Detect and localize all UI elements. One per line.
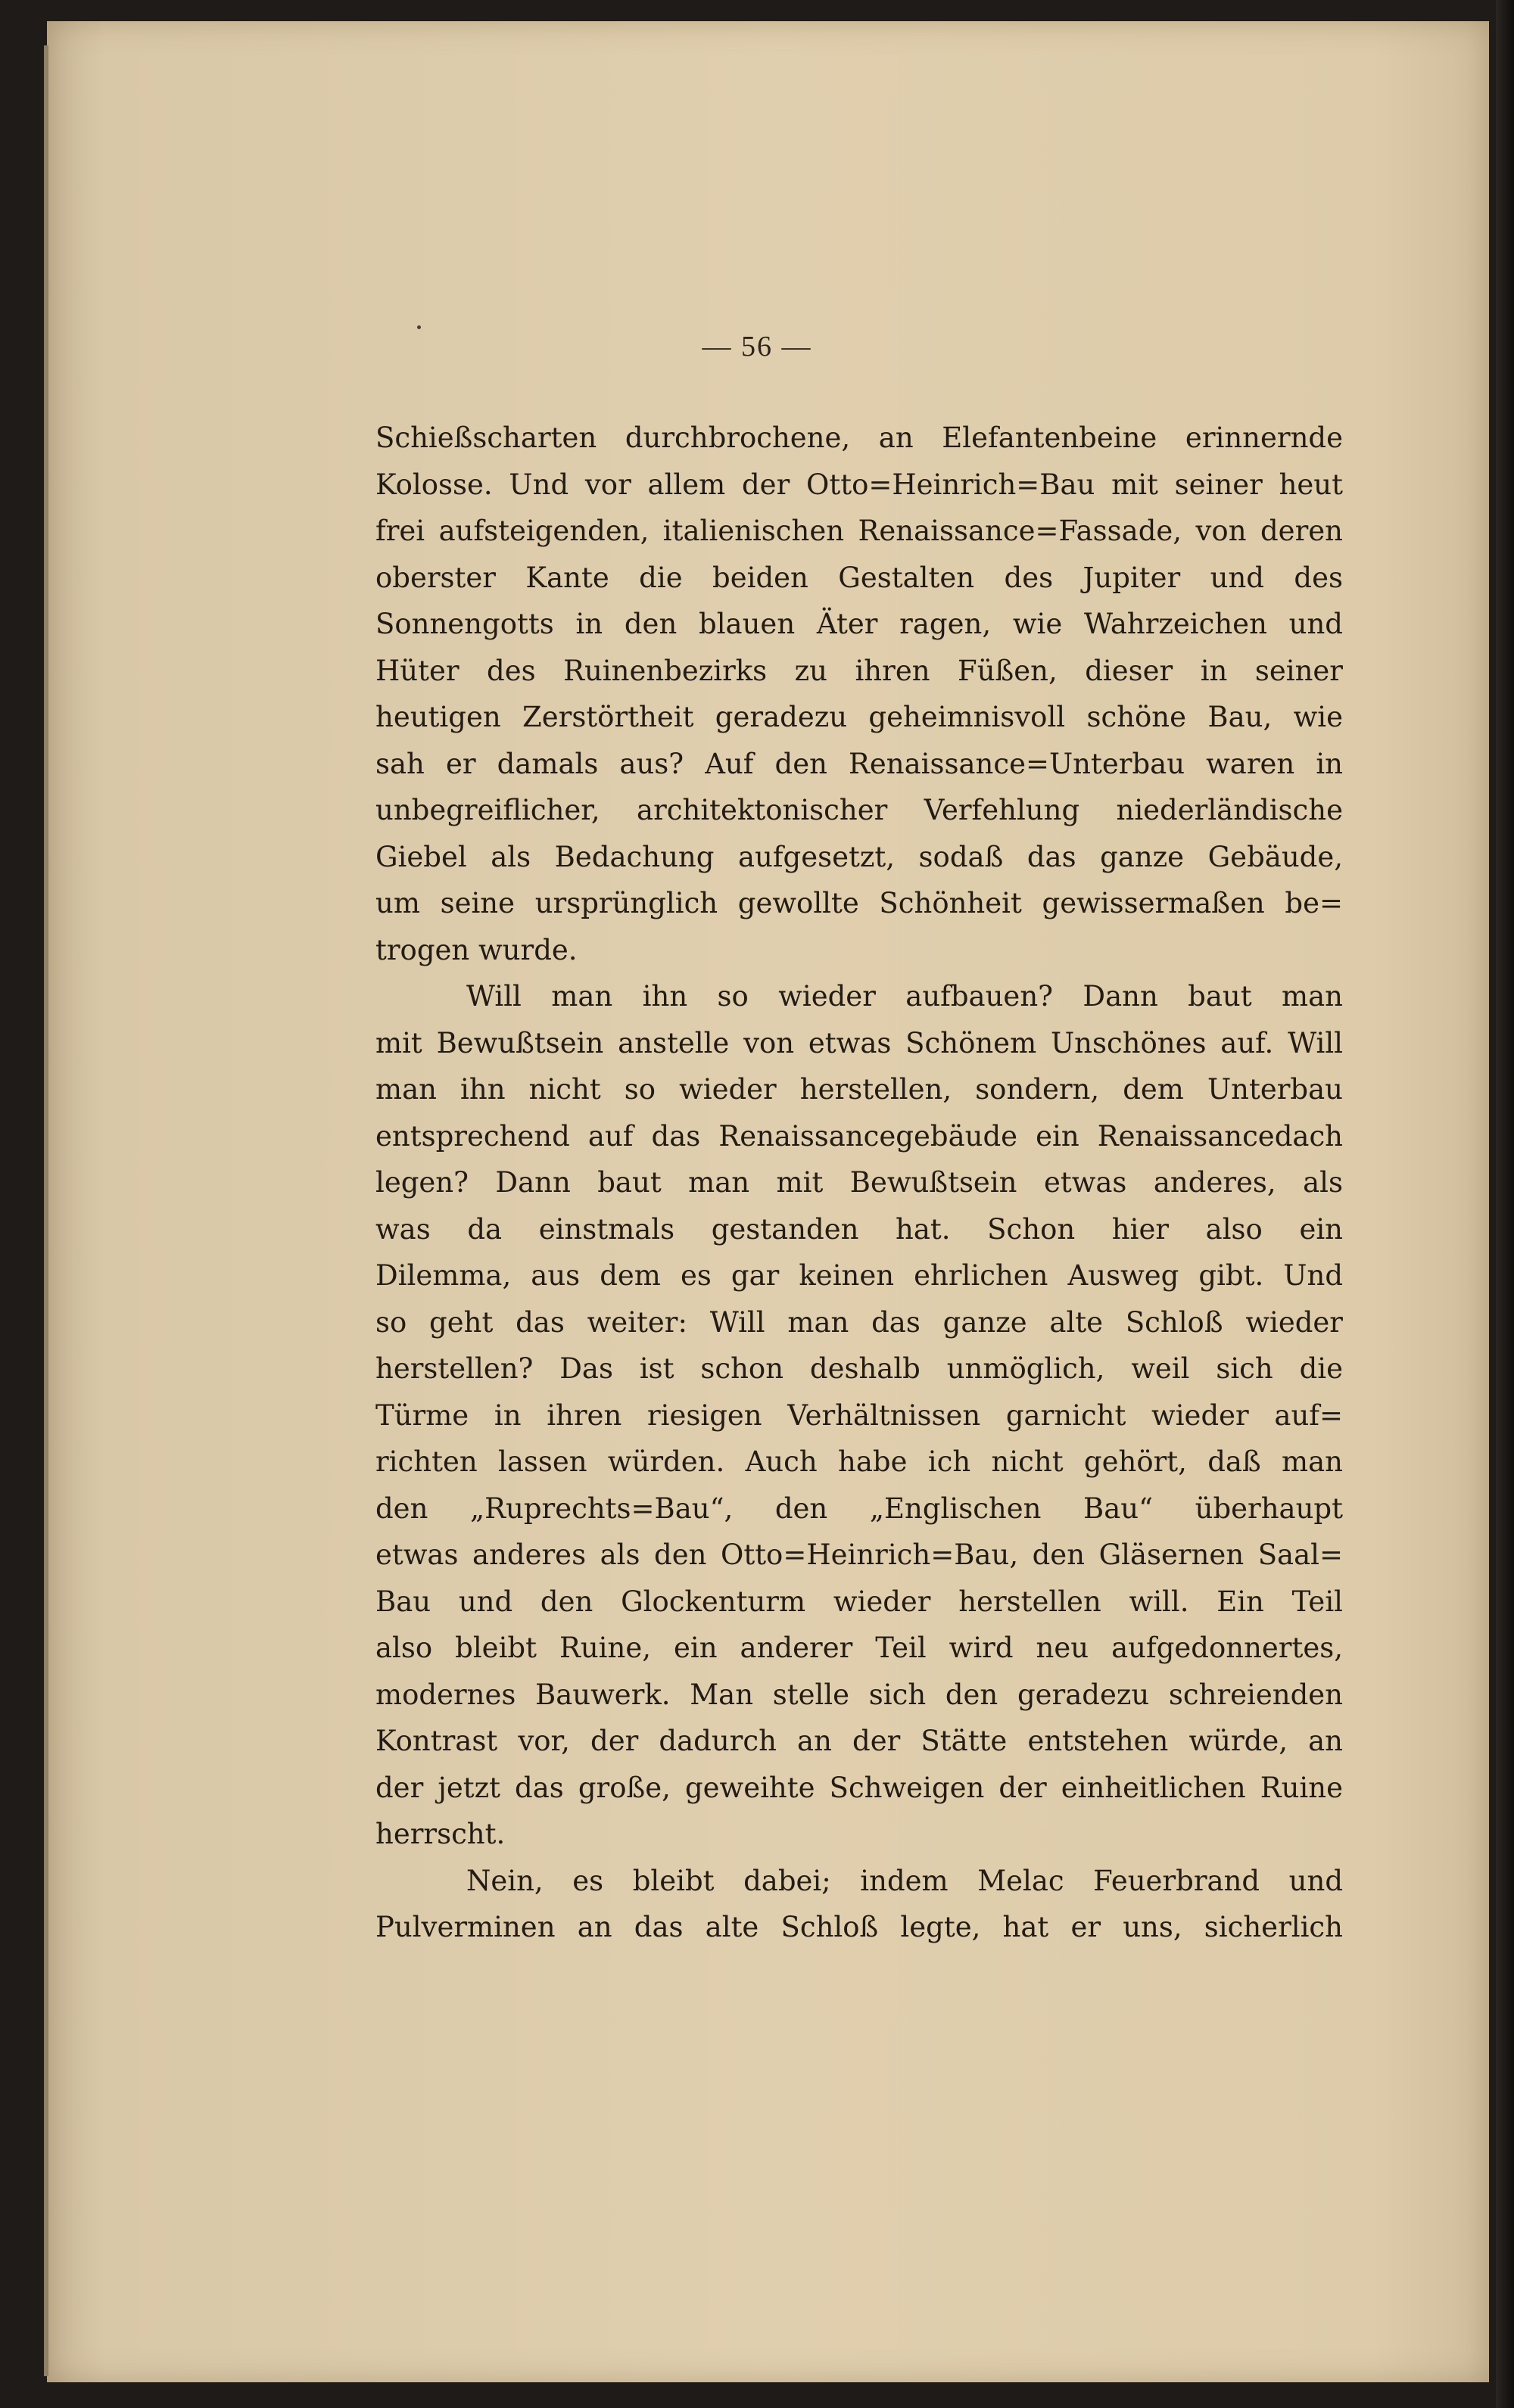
text-line: den „Ruprechts=Bau“, den „Englischen Bau“ überhaupt bbox=[375, 1492, 1343, 1525]
body-text bbox=[375, 415, 1343, 1951]
text-line: Will man ihn so wieder aufbauen? Dann baut man bbox=[466, 980, 1343, 1013]
text-line: entsprechend auf das Renaissancegebäude ein Renaissancedach bbox=[375, 1119, 1343, 1153]
text-line: trogen wurde. bbox=[375, 933, 578, 966]
text-line: Hüter des Ruinenbezirks zu ihren Füßen, dieser in seiner bbox=[375, 654, 1343, 687]
text-line: oberster Kante die beiden Gestalten des Jupiter und des bbox=[375, 561, 1343, 594]
text-line: Türme in ihren riesigen Verhältnissen garnicht wieder auf= bbox=[375, 1398, 1343, 1432]
text-line: Kontrast vor, der dadurch an der Stätte entstehen würde, an bbox=[375, 1725, 1343, 1757]
text-line: frei aufsteigenden, italienischen Renaissance=Fassade, von deren bbox=[375, 515, 1343, 547]
text-line: heutigen Zerstörtheit geradezu geheimnisvoll schöne Bau, wie bbox=[375, 701, 1343, 733]
text-line: sah er damals aus? Auf den Renaissance=Unterbau waren in bbox=[375, 747, 1343, 780]
text-line: also bleibt Ruine, ein anderer Teil wird neu aufgedonnertes, bbox=[375, 1632, 1343, 1664]
text-line: Sonnengotts in den blauen Äter ragen, wie Wahrzeichen und bbox=[375, 608, 1343, 640]
text-line: etwas anderes als den Otto=Heinrich=Bau, den Gläsernen Saal= bbox=[375, 1538, 1343, 1571]
text-line: legen? Dann baut man mit Bewußtsein etwas anderes, als bbox=[375, 1166, 1343, 1199]
text-line: man ihn nicht so wieder herstellen, sondern, dem Unterbau bbox=[375, 1073, 1343, 1106]
text-line: um seine ursprünglich gewollte Schönheit gewissermaßen be= bbox=[375, 887, 1343, 919]
text-line: Dilemma, aus dem es gar keinen ehrlichen Ausweg gibt. Und bbox=[375, 1259, 1343, 1292]
text-line: Pulverminen an das alte Schloß legte, hat er uns, sicherlich bbox=[375, 1911, 1343, 1943]
text-line: so geht das weiter: Will man das ganze alte Schloß wieder bbox=[375, 1305, 1343, 1339]
page-gutter-edge bbox=[44, 45, 48, 2376]
text-line: was da einstmals gestanden hat. Schon hier also ein bbox=[375, 1212, 1343, 1246]
text-line: Nein, es bleibt dabei; indem Melac Feuerbrand und bbox=[466, 1864, 1343, 1897]
text-line: Kolosse. Und vor allem der Otto=Heinrich=Bau mit seiner heut bbox=[375, 468, 1343, 501]
text-line: richten lassen würden. Auch habe ich nicht gehört, daß man bbox=[375, 1445, 1343, 1478]
text-line: Bau und den Glockenturm wieder herstellen will. Ein Teil bbox=[375, 1585, 1343, 1618]
text-line: herstellen? Das ist schon deshalb unmöglich, weil sich die bbox=[375, 1352, 1343, 1385]
text-line: unbegreiflicher, architektonischer Verfehlung niederländische bbox=[375, 794, 1343, 826]
text-line: Giebel als Bedachung aufgesetzt, sodaß das ganze Gebäude, bbox=[375, 840, 1343, 873]
text-line: mit Bewußtsein anstelle von etwas Schönem Unschönes auf. Will bbox=[375, 1026, 1343, 1059]
page-number: — 56 — bbox=[702, 331, 812, 362]
text-line: modernes Bauwerk. Man stelle sich den geradezu schreienden bbox=[375, 1678, 1343, 1711]
text-line: herrscht. bbox=[375, 1818, 506, 1850]
text-line: Schießscharten durchbrochene, an Elefantenbeine erinnernde bbox=[375, 422, 1343, 454]
text-line: der jetzt das große, geweihte Schweigen der einheitlichen Ruine bbox=[375, 1771, 1343, 1804]
ink-speck bbox=[417, 325, 421, 329]
